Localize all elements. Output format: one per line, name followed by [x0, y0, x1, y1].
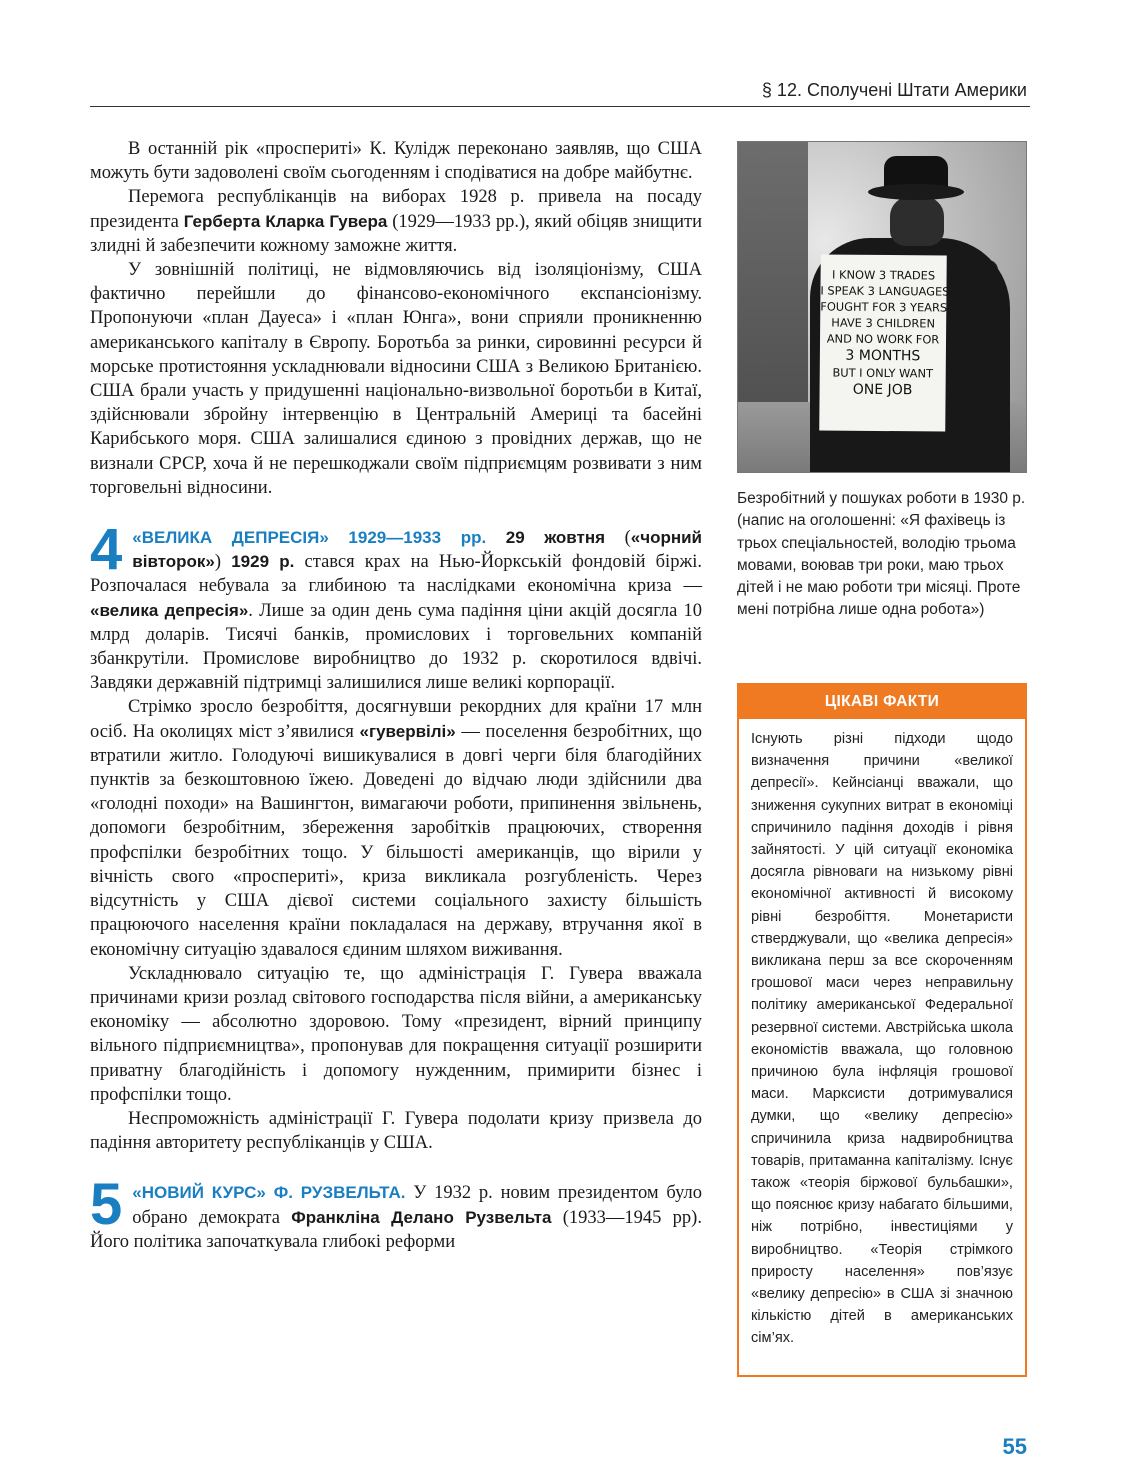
sign-line: I SPEAK 3 LANGUAGES	[820, 283, 950, 299]
date-bold: 29 жовтня	[505, 528, 606, 548]
text-span: (1929—1933 рр.), який обіцяв знищити злидні й забезпечити кожному заможне життя.	[90, 211, 703, 256]
section-5-heading: «НОВИЙ КУРС» Ф. РУЗВЕЛЬТА.	[132, 1183, 406, 1203]
unemployed-man-photo	[737, 141, 1027, 473]
main-text-column	[90, 137, 702, 1254]
hoover-name: Герберта Кларка Гувера	[183, 211, 388, 231]
header-divider	[90, 106, 1030, 107]
photo-hat-brim	[868, 184, 964, 200]
text-span: Стрімко зросло безробіття, досягнувши рекордних для країни 17 млн осіб. На околицях міст з’явилися	[90, 697, 702, 742]
photo-man-head	[890, 196, 944, 246]
section-5	[90, 1172, 702, 1254]
photo-sign-board	[819, 254, 950, 431]
page-number: 55	[1002, 1434, 1027, 1459]
intro-paragraph-3: У зовнішній політиці, не відмовляючись від ізоляціонізму, США фактично перейшли до фінансово-економічного експансіонізму. Пропонуючи «план Дауеса» і «план Юнга», вони сприяли проникненню американського капіталу в Європу. Боротьба за ринки, сировинні ресурси й морське протистояння ускладнювали відносини США з Великою Британією. США брали участь у придушенні національно-визвольної боротьби в Китаї, здійснювали збройну інтервенцію в Центральній Америці та басейні Карибського моря. США залишалися єдиною з провідних держав, що не визнали СРСР, хоча й не перешкоджали своїм підприємцям розвивати з ним торговельні відносини.	[90, 260, 702, 498]
section-4	[90, 517, 703, 1155]
photo-caption: Безробітний у пошуках роботи в 1930 р. (напис на оголошенні: «Я фахівець із трьох спеціальностей, володію трьома мовами, воював три роки, маю трьох дітей і не маю роботи три місяці. Проте мені потрібна лише одна робота»)	[737, 490, 1026, 619]
sign-line: FOUGHT FOR 3 YEARS	[820, 299, 948, 315]
text-span: стався крах на Нью-Йоркській фондовій біржі. Розпочалася небувала за глибиною та наслідками економічна криза —	[90, 552, 702, 597]
facts-text: Існують різні підходи щодо визначення причини «великої депресії». Кейнсіанці вважали, що зниження сукупних витрат в економіці спричинило падіння доходів і рівня зайнятості. У цій ситуації економіка досягла рівноваги на низькому рівні економічної активності й високому рівні безробіття. Монетаристи стверджували, що «велика депресія» викликана перш за все скороченням грошової маси через неправильну політику американської Федеральної резервної системи. Австрійська школа економістів вважала, що головною причиною була інфляція грошової маси. Марксисти дотримувалися думки, що «велику депресію» спричинила криза надвиробництва товарів, притаманна капіталізму. Існує також «теорія біржової бульбашки», що пояснює кризу набагато більшими, ніж потрібно, інвестиціями у виробництво. «Теорія стрімкого приросту населення» пов’язує «велику депресію» в США зі значною кількістю дітей в американських сім’ях.	[751, 731, 1013, 1347]
text-span: . Лише за один день сума падіння ціни акцій досягла 10 млрд доларів. Тисячі банків, промислових і торговельних компаній збанкрутіли. Промислове виробництво до 1932 р. скоротилося вдвічі. Завдяки державній підтримці залишилися лише великі корпорації.	[90, 600, 702, 694]
interesting-facts-box	[737, 683, 1027, 1377]
section-4-paragraph-2	[90, 695, 702, 961]
term-hoovervilles: «гувервілі»	[359, 721, 456, 741]
sign-line: HAVE 3 CHILDREN	[831, 315, 936, 331]
sign-line: 3 MONTHS	[845, 347, 921, 365]
term-great-depression: «велика депресія»	[90, 600, 249, 620]
section-number-4: 4	[90, 517, 123, 583]
section-4-paragraph-3: Ускладнювало ситуацію те, що адміністрація Г. Гувера вважала причинами кризи розлад світового господарства після війни, а американську економіку — абсолютно здоровою. Тому «президент, вірний принципу вільного підприємництва», пропонував для покращення ситуації розширити приватну благодійність і допомогу нужденним, примирити бізнес і профспілки тощо.	[90, 963, 702, 1105]
facts-title: ЦІКАВІ ФАКТИ	[739, 685, 1025, 719]
section-4-heading: «ВЕЛИКА ДЕПРЕСІЯ» 1929—1933 рр.	[132, 528, 487, 548]
text-span: (1933—1945 рр). Його політика започаткувала глибокі реформи	[90, 1207, 702, 1252]
text-span: — поселення безробітних, що втратили житло. Голодуючі вишикувалися в довгі черги біля благодійних пунктів за безкоштовною їжею. Доведені до відчаю люди здійснили два «голодні походи» на Вашингтон, вимагаючи роботи, припинення звільнень, допомоги безробітним, збереження заробітків працюючих, створення профспілки безробітних тощо. У більшості американців, що вірили у вічність свого «проспериті», криза викликала розгубленість. Через відсутність у США дієвої системи соціального захисту більшість працюючого населення країни покладалася на державу, втручання якої в економічну ситуацію здавалося єдиним шляхом виживання.	[90, 721, 702, 960]
intro-paragraph-2	[90, 185, 702, 258]
year-bold: 1929 р.	[231, 552, 295, 572]
running-header: § 12. Сполучені Штати Америки	[761, 80, 1027, 100]
section-4-paragraph-1	[90, 517, 703, 695]
sign-line: ONE JOB	[852, 381, 913, 399]
text-span: У 1932 р. новим президентом було обрано демократа	[132, 1183, 702, 1228]
text-span: Перемога республіканців на виборах 1928 р. привела на посаду президента	[90, 187, 702, 232]
text-span: (	[605, 528, 631, 549]
intro-paragraph-1: В останній рік «проспериті» К. Кулідж переконано заявляв, що США можуть бути задоволені своїм сьогоденням і сподіватися на добре майбутнє.	[90, 139, 702, 184]
section-5-paragraph-1	[90, 1172, 702, 1254]
term-black-tuesday: «чорний вівторок»	[132, 528, 703, 572]
text-span: )	[214, 552, 232, 573]
roosevelt-name: Франкліна Делано Рузвельта	[291, 1207, 552, 1227]
section-number-5: 5	[90, 1172, 123, 1238]
sign-line: I KNOW 3 TRADES	[831, 267, 936, 283]
sign-line: BUT I ONLY WANT	[832, 365, 934, 381]
section-4-paragraph-4: Неспроможність адміністрації Г. Гувера подолати кризу призвела до падіння авторитету республіканців у США.	[90, 1108, 702, 1154]
sign-line: AND NO WORK FOR	[826, 331, 940, 347]
